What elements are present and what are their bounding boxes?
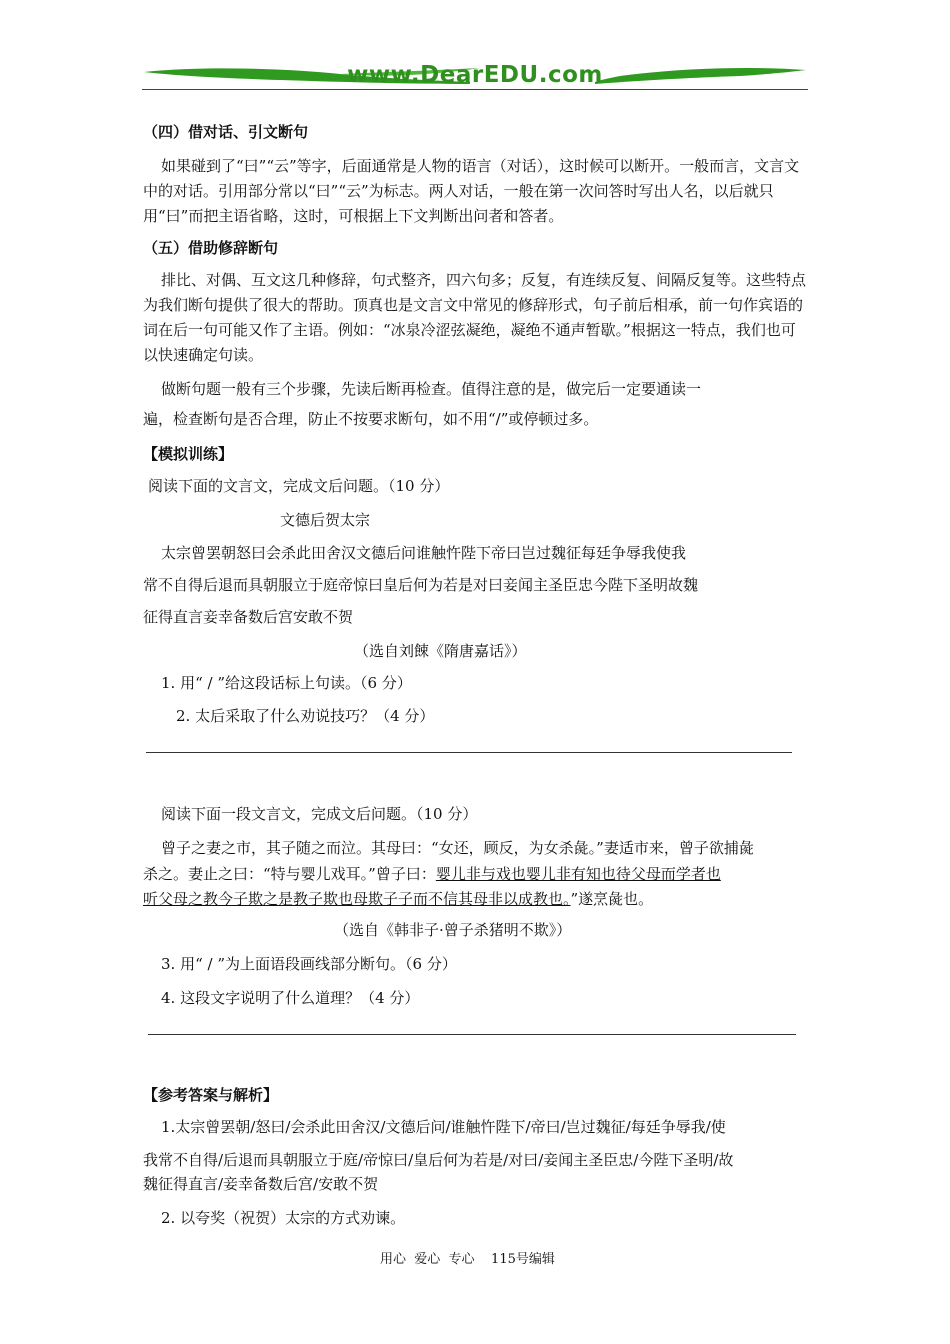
section-paragraph-dialogue: 如果碰到了“曰”“云”等字，后面通常是人物的语言（对话），这时候可以断开。一般而言，文言文中的对话。引用部分常以“曰”“云”为标志。两人对话，一般在第一次问答时写出人名，以后就只用“曰”而把主语省略，这时，可根据上下文判断出问者和答者。 [143,157,800,225]
question-4: 4. 这段文字说明了什么道理？（4 分） [161,989,420,1007]
practice-intro-1: 阅读下面的文言文，完成文后问题。（10 分） [148,477,450,495]
answer-line-2 [148,1034,796,1035]
answer-1-line-1: 1.太宗曾罢朝/怒曰/会杀此田舍汉/文德后问/谁触忤陛下/帝曰/岂过魏征/每廷争辱我/使 [161,1118,726,1136]
site-logo: www.DearEDU.com [347,62,603,88]
answer-line-1 [146,752,792,753]
passage-2-line-3-end: ”遂烹彘也。 [570,890,654,908]
question-1: 1. 用“ / ”给这段话标上句读。（6 分） [161,674,412,692]
passage-2-line-2-text: 杀之。妻止之曰：“特与婴儿戏耳。”曾子曰： [143,865,436,883]
passage-2-underlined-part-1: 婴儿非与戏也婴儿非有知也待父母而学者也 [435,865,721,883]
passage-1-line-3: 征得直言妾幸备数后宫安敢不贺 [143,608,354,626]
practice-intro-2: 阅读下面一段文言文，完成文后问题。（10 分） [161,805,478,823]
practice-heading: 【模拟训练】 [143,445,234,463]
question-3: 3. 用“ / ”为上面语段画线部分断句。（6 分） [161,955,457,973]
section-heading-rhetoric: （五）借助修辞断句 [143,239,279,257]
steps-line-2: 遍，检查断句是否合理，防止不按要求断句，如不用“/”或停顿过多。 [143,410,599,428]
passage-2-line-2 [143,862,721,887]
passage-2-underlined-part-2: 听父母之教今子欺之是教子欺也母欺子子而不信其母非以成教也。 [143,890,571,908]
passage-2-source: （选自《韩非子·曾子杀猪明不欺》） [334,921,572,939]
passage-1-line-2: 常不自得后退而具朝服立于庭帝惊曰皇后何为若是对曰妾闻主圣臣忠今陛下圣明故魏 [143,576,699,594]
answer-2: 2. 以夸奖（祝贺）太宗的方式劝谏。 [161,1209,406,1227]
passage-title: 文德后贺太宗 [280,511,371,529]
answer-1-line-3: 魏征得直言/妾幸备数后宫/安敢不贺 [143,1175,379,1193]
passage-1-line-1: 太宗曾罢朝怒曰会杀此田舍汉文德后问谁触忤陛下帝曰岂过魏征每廷争辱我使我 [161,544,687,562]
section-heading-dialogue: （四）借对话、引文断句 [143,123,309,141]
steps-line-1: 做断句题一般有三个步骤，先读后断再检查。值得注意的是，做完后一定要通读一 [161,380,702,398]
section-paragraph-rhetoric: 排比、对偶、互文这几种修辞，句式整齐，四六句多；反复，有连续反复、间隔反复等。这些特点为我们断句提供了很大的帮助。顶真也是文言文中常见的修辞形式，句子前后相承，前一句作宾语的词在后一句可能又作了主语。例如：“冰泉冷涩弦凝绝，凝绝不通声暂歇。”根据这一特点，我们也可以快速确定句读。 [143,271,807,364]
passage-1-source: （选自刘餗《隋唐嘉话》） [354,642,527,660]
question-2: 2. 太后采取了什么劝说技巧？（4 分） [176,707,435,725]
answer-1-line-2: 我常不自得/后退而具朝服立于庭/帝惊曰/皇后何为若是/对曰/妾闻主圣臣忠/今陛下圣明/故 [143,1151,734,1169]
page-footer: 用心 爱心 专心 115号编辑 [380,1252,555,1267]
answers-heading: 【参考答案与解析】 [143,1086,279,1104]
passage-2-line-1: 曾子之妻之市，其子随之而泣。其母曰：“女还，顾反，为女杀彘。”妻适市来，曾子欲捕彘 [161,839,754,857]
passage-2-line-3 [143,887,653,912]
